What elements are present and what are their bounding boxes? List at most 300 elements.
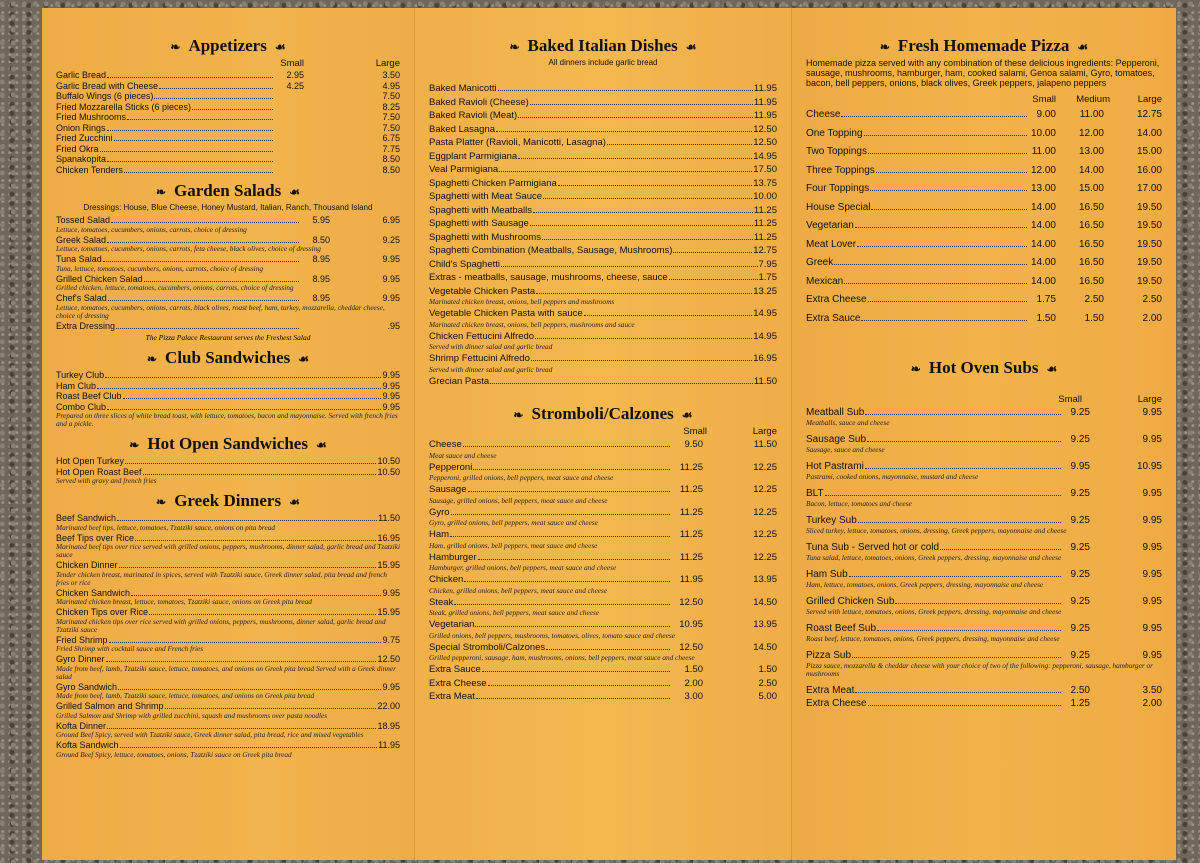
item-price: 10.95 [679, 619, 703, 630]
item-name: Baked Manicotti [429, 83, 497, 94]
item-price: 5.95 [312, 215, 330, 225]
menu-item [56, 215, 400, 226]
dot-leader [535, 338, 752, 339]
item-price: 14.50 [753, 596, 777, 608]
item-name: Chicken Tenders [56, 164, 123, 175]
dot-leader [496, 131, 752, 132]
dot-leader [450, 536, 670, 537]
menu-item [56, 123, 400, 134]
item-price: 2.95 [286, 70, 304, 80]
dot-leader [97, 388, 381, 389]
item-description: Fried Shrimp with cocktail sauce and French fries [56, 644, 204, 653]
item-price: 12.75 [753, 245, 777, 256]
item-price: 19.50 [1136, 275, 1162, 287]
item-price: 13.95 [753, 619, 777, 630]
dot-leader [870, 190, 1027, 191]
item-price: 2.50 [1142, 294, 1162, 305]
dot-leader [123, 398, 382, 399]
item-price: 12.50 [753, 137, 777, 148]
column-header: Small [280, 58, 304, 69]
item-price: 16.00 [1136, 164, 1162, 176]
item-price: 9.95 [1142, 623, 1162, 634]
dot-leader [530, 225, 753, 226]
item-name: Grilled Salmon and Shrimp [56, 701, 164, 711]
item-price: 1.50 [1036, 312, 1056, 324]
menu-item [56, 654, 400, 665]
item-description: Marinated chicken breast, onions, bell peppers, mushrooms and sauce [429, 319, 635, 329]
item-price: 9.95 [1142, 434, 1162, 445]
item-name: Beef Sandwich [56, 513, 117, 523]
item-name: Gyro [429, 506, 450, 518]
item-price: 10.50 [377, 456, 400, 466]
column-headers [806, 94, 1162, 105]
ornament-left-icon: ❧ [156, 495, 167, 509]
item-price: 9.95 [382, 401, 400, 412]
dot-leader [119, 567, 377, 568]
menu-item [56, 391, 400, 402]
item-description: Tuna, lettuce, tomatoes, cucumbers, onions, carrots, choice of dressing [56, 263, 263, 273]
item-name: Tuna Salad [56, 254, 102, 264]
item-description: Grilled pepperoni, sausage, ham, mushrooms, onions, bell peppers, meat sauce and cheese [429, 653, 695, 662]
item-description: Marinated beef tips over rice served with grilled onions, peppers, mushrooms, dinner salad, garlic bread and Tzatziki sauce [56, 542, 401, 559]
item-price: 9.95 [382, 380, 400, 391]
ornament-right-icon: ☙ [289, 185, 301, 199]
item-price: 12.25 [753, 506, 777, 518]
item-price: 5.00 [758, 691, 777, 702]
item-price: 12.50 [377, 654, 400, 664]
column-header: Small [1058, 394, 1082, 405]
item-name: Extra Cheese [806, 698, 867, 709]
dot-leader [849, 576, 1061, 577]
item-price: 18.95 [377, 720, 400, 731]
menu-item [429, 190, 777, 204]
menu-item [806, 310, 1162, 329]
item-price: 9.95 [382, 273, 400, 284]
item-description: Lettuce, tomatoes, cucumbers, onions, carrots, choice of dressing [56, 224, 247, 234]
menu-item [56, 144, 400, 155]
item-price: 6.95 [382, 215, 400, 225]
item-description: Marinated chicken breast, lettuce, tomatoes, Tzatziki sauce, onions on Greek pita bread [56, 597, 312, 606]
dot-leader [852, 657, 1061, 658]
dot-leader [861, 320, 1027, 321]
dot-leader [106, 661, 377, 662]
dot-leader [501, 266, 758, 267]
item-price: 1.50 [684, 664, 703, 675]
ornament-left-icon: ❧ [513, 408, 524, 422]
dot-leader [865, 468, 1061, 469]
menu-item [429, 690, 777, 704]
item-name: Fried Mushrooms [56, 112, 127, 122]
menu-item [429, 330, 777, 344]
item-name: Grecian Pasta [429, 375, 490, 387]
item-price: 13.25 [753, 285, 777, 297]
menu-item [429, 244, 777, 258]
item-name: Extra Meat [429, 691, 475, 702]
menu-item [806, 291, 1162, 310]
ornament-right-icon: ☙ [289, 495, 300, 509]
item-price: 1.50 [1084, 312, 1104, 324]
item-price: 9.25 [1070, 596, 1090, 607]
subs-list [806, 394, 1162, 710]
item-name: Combo Club [56, 401, 107, 412]
dot-leader [192, 109, 273, 110]
dot-leader [498, 90, 753, 91]
item-price: 9.95 [1142, 569, 1162, 580]
item-price: 9.95 [1142, 650, 1162, 661]
dot-leader [877, 630, 1061, 631]
item-price: 15.00 [1136, 146, 1162, 157]
item-name: Kofta Dinner [56, 720, 107, 731]
ornament-left-icon: ❧ [170, 40, 181, 54]
item-price: 11.25 [753, 218, 777, 229]
dot-leader [454, 604, 670, 605]
menu-item [429, 375, 777, 389]
item-price: 1.50 [758, 664, 777, 675]
item-price: 8.50 [312, 234, 330, 245]
item-name: Vegetarian [429, 619, 475, 630]
section-hot-open-sandwiches [56, 434, 400, 454]
item-description: Grilled onions, bell peppers, mushrooms, tomatoes, olives, tomato sauce and cheese [429, 630, 675, 640]
menu-item [56, 254, 400, 265]
item-price: 9.25 [1070, 623, 1090, 634]
ornament-left-icon: ❧ [129, 438, 140, 452]
menu-item [56, 91, 400, 102]
item-price: 12.00 [1078, 127, 1104, 139]
section-title-text: Appetizers [188, 36, 267, 55]
dot-leader [895, 603, 1061, 604]
item-name: Steak [429, 596, 454, 608]
item-name: Onion Rings [56, 122, 106, 133]
dot-leader [107, 409, 381, 410]
item-price: 12.25 [753, 551, 777, 563]
menu-item [429, 123, 777, 137]
menu-item [429, 461, 777, 475]
item-price: 16.50 [1078, 220, 1104, 231]
item-name: Tuna Sub - Served hot or cold [806, 542, 940, 553]
ornament-left-icon: ❧ [910, 362, 921, 376]
item-price: 9.95 [382, 681, 400, 692]
item-description: Bacon, lettuce, tomatoes and cheese [806, 499, 912, 508]
item-price: 9.50 [684, 439, 703, 450]
section-title-text: Hot Oven Subs [928, 358, 1039, 377]
item-price: 2.50 [1070, 685, 1090, 696]
dot-leader [451, 514, 670, 515]
dot-leader [518, 158, 752, 159]
dot-leader [542, 239, 753, 240]
item-name: Fried Zucchini [56, 133, 113, 143]
item-price: 9.25 [382, 234, 400, 245]
item-price: 11.50 [753, 439, 777, 450]
column-header: Large [1137, 394, 1162, 405]
item-name: Grilled Chicken Salad [56, 273, 143, 284]
item-price: 16.95 [753, 353, 777, 364]
item-price: .95 [387, 320, 400, 331]
section-garden-salads [56, 181, 400, 201]
menu-item [429, 307, 777, 321]
item-name: Gyro Dinner [56, 654, 105, 664]
item-description: Ground Beef Spicy, lettuce, tomatoes, onions, Tzatziki sauce on Greek pita bread [56, 749, 292, 759]
item-name: Chicken Dinner [56, 560, 118, 570]
item-name: Ham [429, 529, 450, 540]
dot-leader [103, 261, 299, 262]
item-price: 3.50 [1142, 685, 1162, 696]
menu-item [56, 701, 400, 712]
item-description: Sausage, sauce and cheese [806, 445, 885, 454]
item-price: 19.50 [1136, 257, 1162, 268]
dot-leader [135, 540, 376, 541]
menu-item [806, 273, 1162, 292]
dot-leader [844, 283, 1027, 284]
item-description: Steak, grilled onions, bell peppers, meat sauce and cheese [429, 608, 600, 617]
item-description: Ham, lettuce, tomatoes, onions, Greek peppers, dressing, mayonnaise and cheese [806, 580, 1044, 589]
dot-leader [864, 135, 1027, 136]
section-title-text: Stromboli/Calzones [531, 404, 674, 423]
dot-leader [149, 614, 376, 615]
item-price: 10.50 [377, 466, 400, 477]
item-price: 14.00 [1030, 257, 1056, 268]
menu-item [806, 217, 1162, 236]
item-name: Chicken Fettucini Alfredo [429, 330, 535, 342]
item-name: Gyro Sandwich [56, 681, 118, 692]
item-price: 9.95 [382, 587, 400, 598]
item-name: Extra Cheese [429, 677, 487, 689]
item-description: Chicken, grilled onions, bell peppers, meat sauce and cheese [429, 585, 608, 595]
dot-leader [673, 252, 752, 253]
ornament-left-icon: ❧ [155, 185, 167, 199]
item-name: Four Toppings [806, 183, 870, 194]
ornament-right-icon: ☙ [685, 40, 697, 54]
dot-leader [868, 705, 1061, 706]
item-price: 12.50 [679, 641, 703, 653]
item-name: Vegetable Chicken Pasta with sauce [429, 308, 583, 319]
item-price: 14.00 [1030, 238, 1056, 250]
dot-leader [475, 626, 670, 627]
item-name: Pasta Platter (Ravioli, Manicotti, Lasagna) [429, 137, 606, 148]
dot-leader [871, 209, 1027, 210]
item-price: 16.50 [1078, 201, 1104, 213]
menu-item [429, 528, 777, 542]
dot-leader [536, 293, 752, 294]
menu-item [56, 456, 400, 467]
dot-leader [116, 328, 299, 329]
item-description: Pepperoni, grilled onions, bell peppers, meat sauce and cheese [429, 473, 614, 482]
item-price: 7.50 [382, 112, 400, 122]
ornament-left-icon: ❧ [509, 40, 520, 54]
item-price: 15.95 [377, 560, 400, 570]
item-price: 12.50 [679, 596, 703, 608]
item-name: Roast Beef Club [56, 391, 122, 401]
menu-item [429, 352, 777, 366]
item-price: 4.95 [382, 80, 400, 91]
item-description: Sliced turkey, lettuce, tomatoes, onions, dressing, Greek peppers, mayonnaise and cheese [806, 526, 1067, 535]
item-price: 1.75 [758, 272, 777, 283]
dot-leader [109, 642, 382, 643]
menu-item [429, 663, 777, 677]
menu-item [806, 684, 1162, 697]
dot-leader [533, 212, 753, 213]
item-name: Fried Okra [56, 143, 99, 154]
item-price: 9.95 [1142, 488, 1162, 499]
menu-panel-left [42, 8, 414, 860]
item-name: Kofta Sandwich [56, 740, 119, 750]
ornament-right-icon: ☙ [1046, 362, 1058, 376]
item-name: Vegetable Chicken Pasta [429, 285, 536, 297]
dot-leader [107, 728, 376, 729]
item-description: Roast beef, lettuce, tomatoes, onions, Greek peppers, dressing, mayonnaise and cheese [806, 634, 1060, 643]
column-headers [56, 58, 400, 69]
ornament-right-icon: ☙ [1077, 40, 1089, 54]
item-price: 8.25 [382, 101, 400, 112]
item-price: 19.50 [1136, 201, 1162, 213]
item-price: 15.95 [377, 607, 400, 617]
column-headers [806, 394, 1162, 405]
dot-leader [855, 692, 1061, 693]
dot-leader [825, 495, 1061, 496]
item-description: Sausage, grilled onions, bell peppers, meat sauce and cheese [429, 495, 608, 505]
dot-leader [120, 747, 378, 748]
dot-leader [867, 441, 1061, 442]
item-price: 8.50 [382, 164, 400, 175]
dot-leader [543, 198, 752, 199]
dot-leader [940, 549, 1061, 550]
item-description: Marinated chicken tips over rice served with grilled onions, peppers, mushrooms, dinner salad, garlic bread and Tzatziki sauce [56, 616, 386, 634]
item-price: 14.00 [1078, 164, 1104, 176]
item-price: 22.00 [377, 701, 400, 711]
item-price: 9.25 [1070, 542, 1090, 553]
ornament-right-icon: ☙ [298, 352, 309, 366]
menu-item [429, 231, 777, 245]
hot-open-description: Served with gravy and french fries [56, 476, 157, 485]
menu-item [56, 81, 400, 92]
item-price: 11.25 [679, 529, 703, 540]
item-price: 11.25 [753, 204, 777, 216]
menu-item [429, 573, 777, 587]
item-price: 13.00 [1030, 183, 1056, 194]
menu-item [429, 109, 777, 123]
menu-item [429, 551, 777, 565]
item-name: Hamburger [429, 551, 477, 563]
item-name: Fried Mozzarella Sticks (6 pieces) [56, 101, 192, 112]
column-headers [429, 426, 777, 437]
item-name: Roast Beef Sub [806, 623, 877, 634]
dot-leader [490, 383, 753, 384]
dot-leader [855, 227, 1027, 228]
menu-item [56, 607, 400, 618]
item-price: 14.95 [753, 150, 777, 162]
item-price: 10.95 [1136, 461, 1162, 472]
menu-item [806, 697, 1162, 710]
item-price: 9.95 [382, 391, 400, 401]
item-price: 9.25 [1070, 407, 1090, 418]
club-description: Prepared on three slices of white bread toast, with lettuce, tomatoes, bacon and mayonnaise. Served with french fries and a pickle. [56, 411, 398, 428]
item-price: 7.95 [758, 258, 777, 270]
menu-item [429, 217, 777, 231]
item-name: Extra Sauce [429, 664, 481, 675]
dot-leader [154, 98, 273, 99]
item-price: 11.00 [1079, 109, 1104, 120]
item-price: 8.95 [312, 254, 330, 264]
dot-leader [841, 116, 1027, 117]
item-price: 7.50 [382, 91, 400, 101]
dot-leader [476, 698, 670, 699]
menu-item [429, 258, 777, 272]
dot-leader [463, 446, 670, 447]
item-price: 12.25 [753, 484, 777, 495]
item-price: 11.95 [753, 83, 777, 94]
section-appetizers [56, 36, 400, 56]
dot-leader [558, 185, 752, 186]
item-price: 9.25 [1070, 434, 1090, 445]
item-price: 9.25 [1070, 650, 1090, 661]
item-name: One Topping [806, 127, 863, 139]
menu-item [806, 143, 1162, 162]
item-name: Cheese [429, 439, 462, 450]
dot-leader [834, 264, 1027, 265]
menu-item [429, 96, 777, 110]
item-description: Tender chicken breast, marinated in spices, served with Tzatziki sauce, Greek dinner salad, pita bread and french fries or rice [56, 569, 388, 587]
item-price: 11.95 [753, 96, 777, 108]
menu-item [429, 677, 777, 691]
item-price: 14.00 [1136, 127, 1162, 139]
item-name: Turkey Sub [806, 515, 857, 526]
menu-item [56, 381, 400, 392]
dot-leader [584, 315, 753, 316]
item-name: Turkey Club [56, 370, 105, 380]
dot-leader [478, 559, 670, 560]
item-price: 13.75 [753, 177, 777, 189]
item-name: Extra Sauce [806, 312, 861, 324]
menu-item [806, 106, 1162, 125]
menu-item [806, 125, 1162, 144]
dot-leader [499, 171, 752, 172]
item-name: Tossed Salad [56, 215, 111, 225]
item-description: Tuna salad, lettuce, tomatoes, onions, Greek peppers, dressing, mayonnaise and cheese [806, 553, 1062, 562]
section-title-text: Garden Salads [174, 181, 282, 200]
item-price: 12.50 [753, 123, 777, 135]
item-price: 9.95 [382, 370, 400, 380]
dot-leader [482, 671, 670, 672]
item-description: Meatballs, sauce and cheese [806, 418, 890, 427]
baked-subtitle: All dinners include garlic bread [548, 58, 658, 67]
item-price: 1.25 [1070, 698, 1090, 709]
menu-item [56, 102, 400, 113]
item-name: Sausage Sub [806, 434, 867, 445]
item-description: Marinated beef tips, lettuce, tomatoes, Tzatziki sauce, onions on pita bread [56, 522, 276, 532]
column-header: Large [752, 426, 777, 437]
item-price: 3.00 [684, 691, 703, 702]
item-name: Extra Dressing [56, 320, 116, 331]
item-price: 9.00 [1036, 109, 1056, 120]
item-price: 9.25 [1070, 515, 1090, 526]
item-name: Sausage [429, 484, 467, 495]
menu-item [56, 321, 400, 332]
item-price: 8.95 [312, 293, 330, 303]
dot-leader [107, 130, 273, 131]
dot-leader [107, 161, 273, 162]
dot-leader [107, 77, 273, 78]
dot-leader [530, 104, 753, 105]
dot-leader [131, 595, 381, 596]
item-price: 14.00 [1030, 201, 1056, 213]
item-name: Spaghetti with Meatballs [429, 204, 532, 216]
item-price: 13.95 [753, 574, 777, 585]
item-price: 17.00 [1136, 183, 1162, 194]
item-name: Vegetarian [806, 220, 854, 231]
item-name: Chicken Tips over Rice [56, 607, 149, 617]
dot-leader [111, 222, 299, 223]
item-name: Hot Open Turkey [56, 456, 125, 466]
item-name: Mexican [806, 275, 844, 287]
